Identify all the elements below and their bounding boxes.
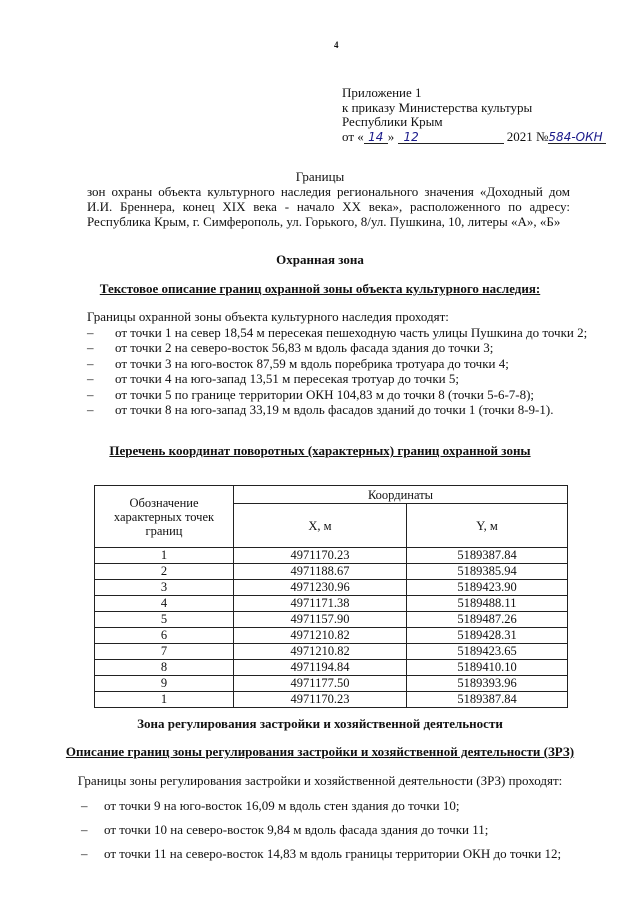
list-item-text: от точки 4 на юго-запад 13,51 м пересекая тротуар до точки 5;	[115, 371, 459, 386]
cell-x: 4971210.82	[234, 628, 407, 644]
cell-y: 5189387.84	[407, 692, 568, 708]
list-item	[87, 325, 587, 341]
appendix-date-line	[342, 130, 606, 145]
list-item	[81, 798, 601, 822]
cell-y: 5189387.84	[407, 548, 568, 564]
regulation-zone-subheading: Описание границ зоны регулирования застройки и хозяйственной деятельности (ЗРЗ)	[65, 744, 575, 759]
cell-point: 9	[95, 676, 234, 692]
table-row	[95, 660, 568, 676]
dash-bullet: –	[87, 402, 94, 417]
cell-x: 4971157.90	[234, 612, 407, 628]
list-item	[87, 371, 587, 387]
list-item-text: от точки 11 на северо-восток 14,83 м вдоль границы территории ОКН до точки 12;	[104, 846, 562, 861]
appendix-line-3: Республики Крым	[342, 114, 443, 129]
dash-bullet: –	[87, 355, 94, 371]
cell-y: 5189487.26	[407, 612, 568, 628]
cell-x: 4971171.38	[234, 596, 407, 612]
dash-bullet: –	[87, 386, 94, 402]
cell-x: 4971194.84	[234, 660, 407, 676]
appendix-line-2: к приказу Министерства культуры	[342, 99, 533, 115]
list-item-text: от точки 8 на юго-запад 33,19 м вдоль фасадов зданий до точки 1 (точки 8-9-1).	[115, 402, 554, 417]
cell-point: 1	[95, 548, 234, 564]
table-row	[95, 596, 568, 612]
document-title: Границы	[295, 169, 345, 184]
cell-y: 5189410.10	[407, 660, 568, 676]
cell-y: 5189385.94	[407, 564, 568, 580]
coordinates-table	[94, 485, 568, 708]
protection-zone-heading: Охранная зона	[276, 252, 364, 267]
list-item-text: от точки 9 на юго-восток 16,09 м вдоль стен здания до точки 10;	[104, 798, 460, 813]
table-row	[95, 548, 568, 564]
cell-y: 5189423.65	[407, 644, 568, 660]
regulation-zone-heading: Зона регулирования застройки и хозяйственной деятельности	[137, 716, 503, 731]
list-item-text: от точки 2 на северо-восток 56,83 м вдоль фасада здания до точки 3;	[115, 340, 494, 355]
cell-point: 5	[95, 612, 234, 628]
table-row	[95, 644, 568, 660]
cell-y: 5189423.90	[407, 580, 568, 596]
list-item	[81, 846, 601, 870]
dash-bullet: –	[87, 324, 94, 340]
page-number: 4	[334, 40, 339, 50]
cell-x: 4971210.82	[234, 644, 407, 660]
protection-zone-lead	[87, 309, 587, 325]
regulation-zone-list	[81, 798, 601, 870]
dash-bullet: –	[81, 822, 88, 837]
date-month: 12	[398, 131, 472, 144]
cell-point: 2	[95, 564, 234, 580]
cell-x: 4971188.67	[234, 564, 407, 580]
order-number: 584-ОКН	[548, 131, 606, 144]
cell-y: 5189428.31	[407, 628, 568, 644]
table-row	[95, 628, 568, 644]
header-x: X, м	[234, 504, 407, 548]
cell-point: 1	[95, 692, 234, 708]
protection-zone-list	[87, 309, 587, 418]
date-prefix: от «	[342, 128, 364, 144]
document-intro: зон охраны объекта культурного наследия регионального значения «Доходный дом И.И. Бреннера, конец XIX века - начало XX века», расположенного по адресу: Республика Крым, г. Симферополь, ул. Горького, 8/ул. Пушкина, 10, литеры «А», «Б»	[87, 184, 570, 229]
cell-x: 4971177.50	[234, 676, 407, 692]
header-y: Y, м	[407, 504, 568, 548]
cell-point: 3	[95, 580, 234, 596]
appendix-line-1: Приложение 1	[342, 85, 422, 100]
cell-point: 4	[95, 596, 234, 612]
list-item	[87, 356, 587, 372]
list-item-text: от точки 5 по границе территории ОКН 104,83 м до точки 8 (точки 5-6-7-8);	[115, 386, 535, 402]
header-coordinates: Координаты	[234, 486, 568, 504]
date-year: 2021 №	[506, 128, 549, 144]
cell-x: 4971230.96	[234, 580, 407, 596]
table-row	[95, 676, 568, 692]
appendix-block	[342, 86, 606, 144]
cell-y: 5189393.96	[407, 676, 568, 692]
dash-bullet: –	[81, 846, 88, 861]
dash-bullet: –	[81, 798, 88, 813]
table-row	[95, 612, 568, 628]
list-item-text: от точки 10 на северо-восток 9,84 м вдоль фасада здания до точки 11;	[104, 822, 489, 837]
header-point: Обозначение характерных точек границ	[95, 486, 234, 548]
regulation-zone-lead: Границы зоны регулирования застройки и хозяйственной деятельности (ЗРЗ) проходят:	[77, 773, 563, 788]
cell-x: 4971170.23	[234, 548, 407, 564]
list-item	[81, 822, 601, 846]
list-item	[87, 387, 587, 403]
list-item	[87, 340, 587, 356]
lead-text: Границы охранной зоны объекта культурного наследия проходят:	[87, 309, 449, 324]
table-row	[95, 580, 568, 596]
table-row	[95, 692, 568, 708]
coordinates-table-heading: Перечень координат поворотных (характерных) границ охранной зоны	[109, 443, 531, 458]
list-item-text: от точки 3 на юго-восток 87,59 м вдоль поребрика тротуара до точки 4;	[115, 355, 509, 371]
list-item-text: от точки 1 на север 18,54 м пересекая пешеходную часть улицы Пушкина до точки 2;	[115, 324, 588, 340]
dash-bullet: –	[87, 340, 94, 355]
dash-bullet: –	[87, 371, 94, 386]
protection-zone-subheading: Текстовое описание границ охранной зоны объекта культурного наследия:	[99, 281, 541, 296]
date-day: 14	[364, 131, 388, 144]
date-blank	[472, 131, 504, 144]
cell-x: 4971170.23	[234, 692, 407, 708]
cell-point: 8	[95, 660, 234, 676]
date-mid: »	[387, 128, 395, 144]
list-item	[87, 402, 587, 418]
cell-point: 6	[95, 628, 234, 644]
cell-y: 5189488.11	[407, 596, 568, 612]
cell-point: 7	[95, 644, 234, 660]
table-row	[95, 564, 568, 580]
